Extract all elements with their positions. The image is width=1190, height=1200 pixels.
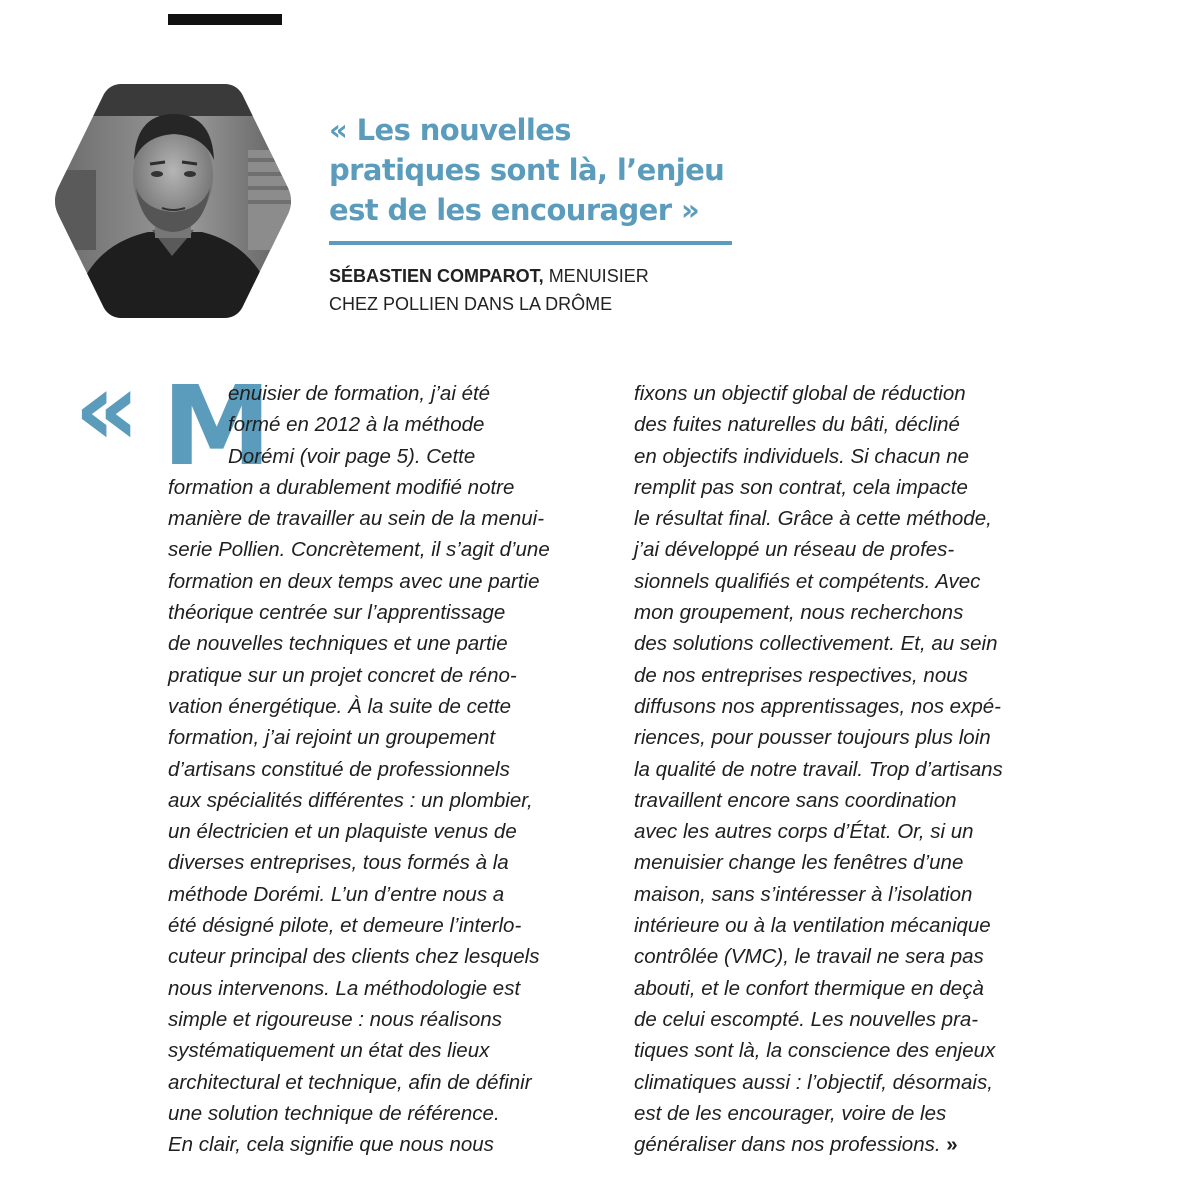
body-line: remplit pas son contrat, cela impacte (634, 475, 968, 499)
body-line: systématiquement un état des lieux (168, 1039, 490, 1063)
body-line: contrôlée (VMC), le travail ne sera pas (634, 945, 984, 969)
body-line-last (634, 1129, 1074, 1160)
body-line: en objectifs individuels. Si chacun ne (634, 444, 970, 468)
body-line: climatiques aussi : l’objectif, désormais, (634, 1070, 993, 1094)
opening-quote-mark: « (74, 350, 140, 469)
body-line: cuteur principal des clients chez lesquels (168, 945, 540, 969)
body-line: aux spécialités différentes : un plombier, (168, 788, 533, 812)
body-line: architectural et technique, afin de définir (168, 1070, 532, 1094)
top-accent-bar (168, 14, 282, 25)
body-line: serie Pollien. Concrètement, il s’agit d’une (168, 538, 550, 562)
body-line: des fuites naturelles du bâti, décliné (634, 413, 960, 437)
attribution-line-1 (329, 262, 749, 290)
body-line: Dorémi (voir page 5). Cette (228, 444, 476, 468)
body-column-left (168, 378, 608, 1160)
body-line: diverses entreprises, tous formés à la (168, 851, 509, 875)
body-line: enuisier de formation, j’ai été (228, 382, 491, 405)
body-line: diffusons nos apprentissages, nos expé- (634, 694, 1001, 718)
body-line: d’artisans constitué de professionnels (168, 757, 510, 781)
body-line: abouti, et le confort thermique en deçà (634, 976, 984, 1000)
body-line: de celui escompté. Les nouvelles pra- (634, 1007, 979, 1031)
body-line: méthode Dorémi. L’un d’entre nous a (168, 882, 505, 906)
body-line: est de les encourager, voire de les (634, 1101, 947, 1125)
body-line: vation énergétique. À la suite de cette (168, 694, 512, 718)
body-line: pratique sur un projet concret de réno- (168, 663, 517, 687)
body-line: travaillent encore sans coordination (634, 788, 957, 812)
portrait-photo (52, 80, 294, 322)
body-line: riences, pour pousser toujours plus loin (634, 726, 991, 750)
pull-quote-underline (329, 241, 732, 245)
body-line: intérieure ou à la ventilation mécanique (634, 914, 991, 938)
pull-quote-line: pratiques sont là, l’enjeu (329, 153, 725, 187)
body-line: avec les autres corps d’État. Or, si un (634, 820, 974, 844)
body-line: théorique centrée sur l’apprentissage (168, 601, 506, 625)
body-line: manière de travailler au sein de la menui- (168, 507, 545, 531)
body-line: fixons un objectif global de réduction (634, 382, 966, 405)
body-line: formation en deux temps avec une partie (168, 569, 540, 593)
pull-quote-line: « Les nouvelles (329, 113, 571, 147)
body-line: formé en 2012 à la méthode (228, 413, 485, 437)
body-line: j’ai développé un réseau de profes- (634, 538, 955, 562)
pull-quote (329, 110, 749, 230)
body-line: simple et rigoureuse : nous réalisons (168, 1007, 502, 1031)
speaker-role: MENUISIER (543, 266, 649, 286)
body-line-text: généraliser dans nos professions. (634, 1133, 941, 1157)
body-line: menuisier change les fenêtres d’une (634, 851, 964, 875)
body-column-right (634, 378, 1074, 1160)
body-line: formation a durablement modifié notre (168, 475, 515, 499)
body-line: formation, j’ai rejoint un groupement (168, 726, 496, 750)
pull-quote-line: est de les encourager » (329, 193, 700, 227)
drop-cap: M (162, 362, 272, 490)
body-line: un électricien et un plaquiste venus de (168, 820, 517, 844)
body-line: des solutions collectivement. Et, au sein (634, 632, 998, 656)
body-line: une solution technique de référence. (168, 1101, 500, 1125)
speaker-company: CHEZ POLLIEN DANS LA DRÔME (329, 294, 613, 314)
body-line: de nouvelles techniques et une partie (168, 632, 508, 656)
body-line: maison, sans s’intéresser à l’isolation (634, 882, 973, 906)
body-line: été désigné pilote, et demeure l’interlo- (168, 914, 522, 938)
body-line: la qualité de notre travail. Trop d’artisans (634, 757, 1003, 781)
body-line: nous intervenons. La méthodologie est (168, 976, 521, 1000)
body-line: de nos entreprises respectives, nous (634, 663, 968, 687)
body-line: mon groupement, nous recherchons (634, 601, 964, 625)
body-line: En clair, cela signifie que nous nous (168, 1133, 494, 1157)
body-line: le résultat final. Grâce à cette méthode, (634, 507, 992, 531)
body-line: tiques sont là, la conscience des enjeux (634, 1039, 996, 1063)
body-line: sionnels qualifiés et compétents. Avec (634, 569, 981, 593)
attribution (329, 262, 749, 318)
closing-quote-mark: » (940, 1133, 958, 1157)
speaker-name: SÉBASTIEN COMPAROT, (329, 266, 544, 286)
